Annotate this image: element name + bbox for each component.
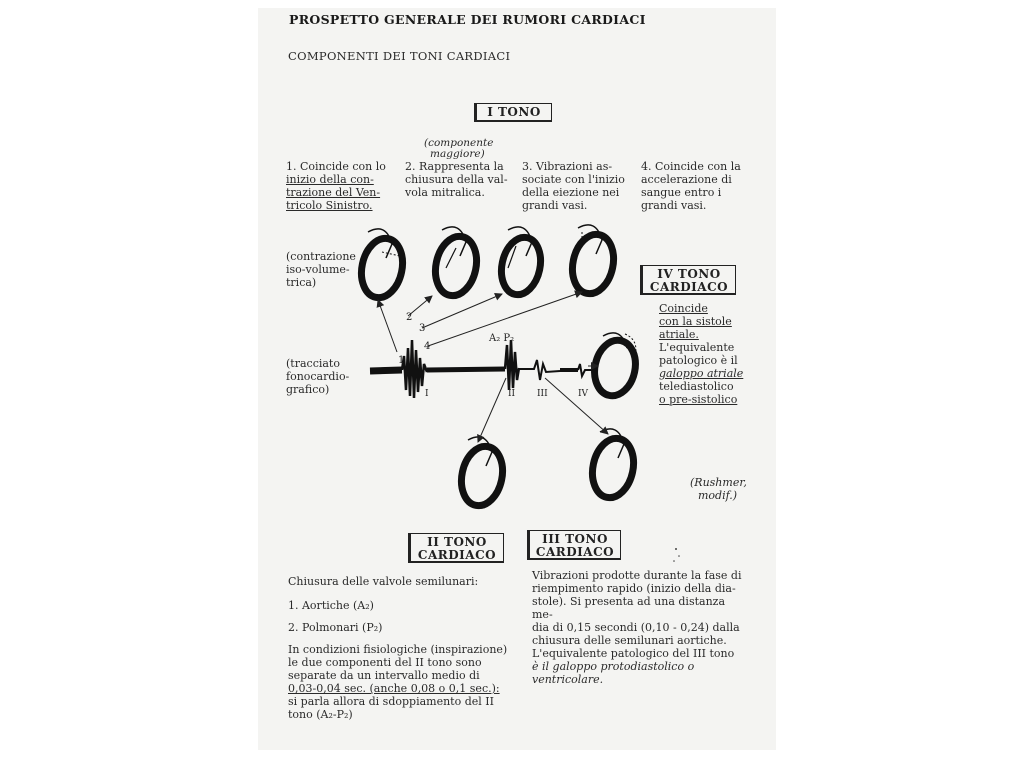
tono-2-label: II TONO CARDIACO: [408, 533, 504, 563]
trace-roman-3: III: [537, 389, 548, 399]
tono-1-label: I TONO: [474, 103, 552, 122]
heart-icon: [587, 429, 639, 502]
trace-point-4: 4: [424, 341, 431, 352]
trace-point-2: 2: [406, 312, 413, 323]
arrow: [422, 294, 502, 328]
tono-1-component-4: 4. Coincide con la accelerazione di sangue entro i grandi vasi.: [641, 160, 741, 212]
arrow: [378, 300, 397, 352]
heart-icon: [430, 227, 482, 300]
trace-roman-1: I: [425, 389, 429, 399]
trace-roman-2: II: [508, 389, 516, 399]
trace-roman-4: IV: [578, 389, 589, 399]
trace-point-1: 1: [398, 355, 405, 366]
heart-icon: [567, 225, 619, 298]
tono-2-item-polmonari: 2. Polmonari (P₂): [288, 621, 383, 634]
arrow: [408, 296, 432, 316]
heart-icon: [456, 437, 508, 510]
page-title: PROSPETTO GENERALE DEI RUMORI CARDIACI: [289, 12, 646, 27]
contrazione-label: (contrazione iso-volume- trica): [286, 250, 356, 289]
arrow: [478, 378, 506, 442]
componente-note-line2: maggiore): [430, 148, 485, 160]
tono-2-body: In condizioni fisiologiche (inspirazione) le due componenti del II tono sono separate da un intervallo medio di 0,03-0,04 sec. (anche 0,08 o 0,1 sec.): si parla allora di sdoppiamento del II tono (A₂-P₂): [288, 643, 508, 721]
tono-3-label: III TONO CARDIACO: [527, 530, 621, 560]
heart-icon: [496, 227, 545, 298]
componente-note-line1: (componente: [424, 137, 494, 149]
tono-1-component-3: 3. Vibrazioni as- sociate con l'inizio della eiezione nei grandi vasi.: [522, 160, 625, 212]
tono-2-intro: Chiusura delle valvole semilunari:: [288, 575, 479, 588]
tono-1-component-1: 1. Coincide con lo inizio della con- trazione del Ven- tricolo Sinistro.: [286, 160, 386, 212]
trace-a2p2-label: A₂ P₂: [489, 333, 515, 344]
tono-4-label: IV TONO CARDIACO: [640, 265, 736, 295]
tracciato-label: (tracciato fonocardio- grafico): [286, 357, 350, 396]
tono-2-item-aortiche: 1. Aortiche (A₂): [288, 599, 374, 612]
phonocardiogram-trace: [370, 340, 598, 398]
page-subtitle: COMPONENTI DEI TONI CARDIACI: [288, 49, 511, 63]
trace-point-3: 3: [419, 323, 426, 334]
tono-1-component-2: 2. Rappresenta la chiusura della val- vola mitralica.: [405, 160, 508, 199]
tono-3-body: Vibrazioni prodotte durante la fase di riempimento rapido (inizio della dia- stole). Si presenta ad una distanza me- dia di 0,15 secondi (0,10 - 0,24) dalla chiusura delle semilunari aortiche. L'equivalente patologico del III tono è il galoppo protodiastolico o ventricolare.: [532, 569, 742, 686]
tono-4-description: Coincide con la sistole atriale. L'equivalente patologico è il galoppo atriale telediastolico o pre-sistolico: [659, 302, 744, 406]
heart-icon: [356, 229, 408, 302]
rushmer-credit: (Rushmer, modif.): [690, 476, 747, 502]
